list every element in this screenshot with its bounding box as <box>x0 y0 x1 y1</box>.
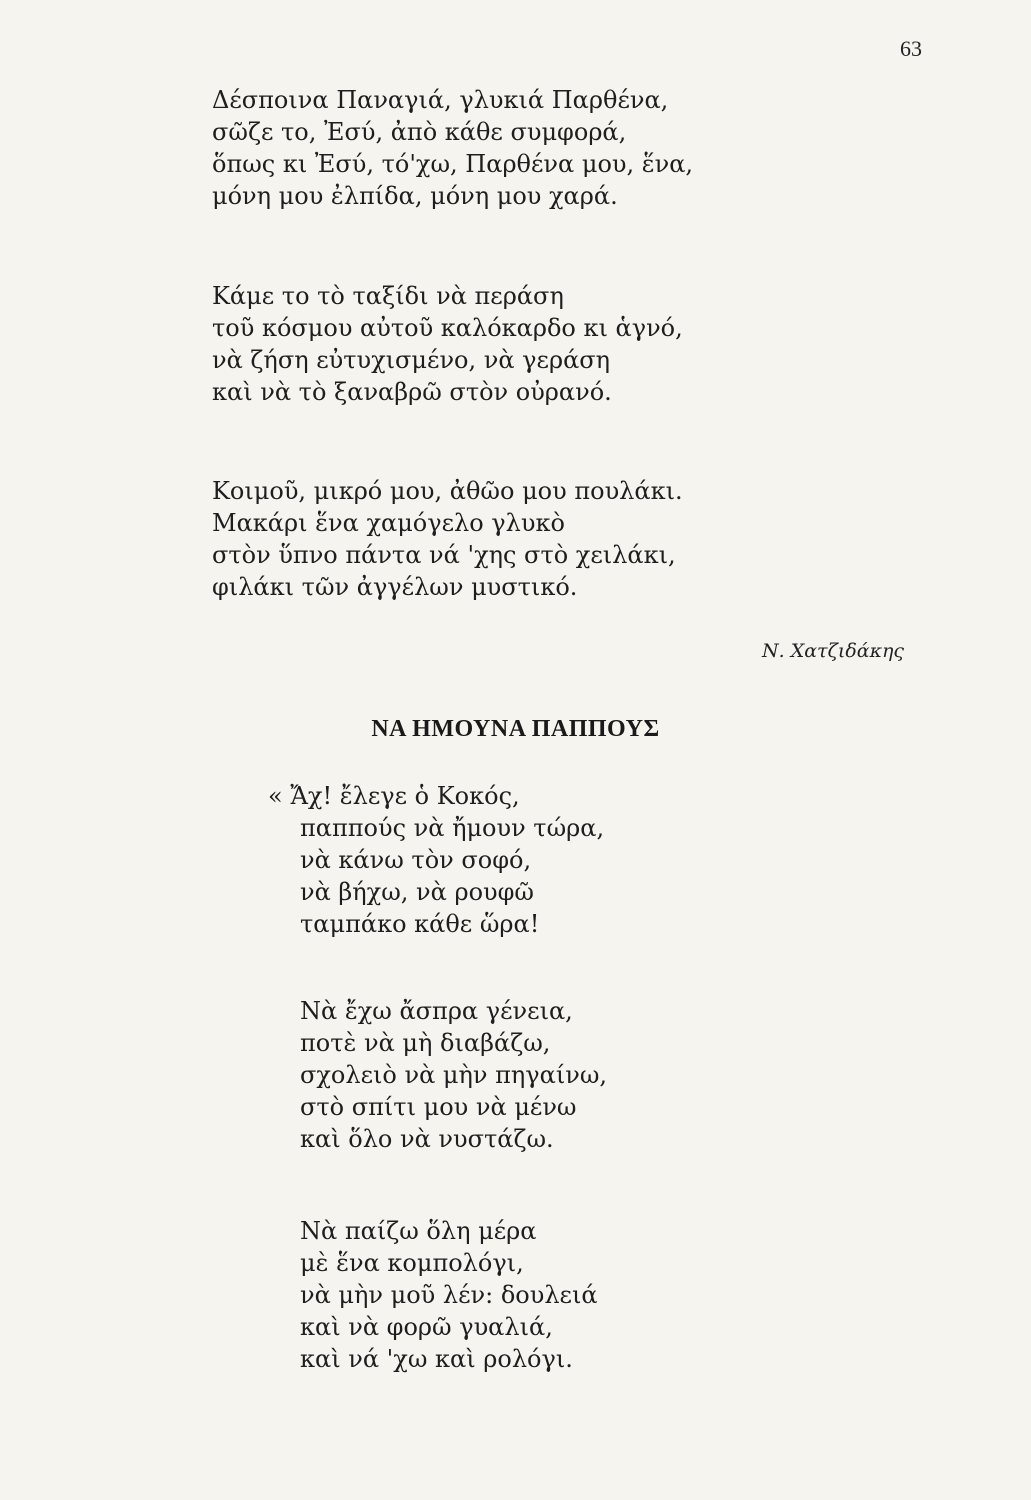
poem-line: καὶ νὰ φορῶ γυαλιά, <box>300 1313 553 1341</box>
poem-line: σχολειὸ νὰ μὴν πηγαίνω, <box>300 1061 608 1089</box>
poem-stanza <box>268 780 604 940</box>
poem-line: καὶ νά 'χω καὶ ρολόγι. <box>300 1345 573 1373</box>
poem-line: στὸν ὕπνο πάντα νά 'χης στὸ χειλάκι, <box>212 541 676 569</box>
poem-line: Μακάρι ἕνα χαμόγελο γλυκὸ <box>212 509 565 537</box>
poem-line: καὶ ὅλο νὰ νυστάζω. <box>300 1125 554 1153</box>
poem-line: ὅπως κι Ἐσύ, τό'χω, Παρθένα μου, ἕνα, <box>212 150 694 178</box>
poem-line: ποτὲ νὰ μὴ διαβάζω, <box>300 1029 551 1057</box>
poem-stanza <box>212 280 683 408</box>
poem-stanza <box>212 475 683 603</box>
poem-line: μὲ ἕνα κομπολόγι, <box>300 1249 524 1277</box>
poem-line: Κοιμοῦ, μικρό μου, ἀθῶο μου πουλάκι. <box>212 477 683 505</box>
poem-line: Νὰ παίζω ὅλη μέρα <box>300 1217 537 1245</box>
author-signature: Ν. Χατζιδάκης <box>762 640 905 662</box>
poem-line: καὶ νὰ τὸ ξαναβρῶ στὸν οὐρανό. <box>212 378 612 406</box>
poem-line: Κάμε το τὸ ταξίδι νὰ περάση <box>212 282 564 310</box>
poem-stanza <box>300 995 607 1155</box>
poem-line: νὰ ζήση εὐτυχισμένο, νὰ γεράση <box>212 346 611 374</box>
poem-line: παππούς νὰ ἤμουν τώρα, <box>300 814 605 842</box>
poem-line: φιλάκι τῶν ἀγγέλων μυστικό. <box>212 573 578 601</box>
poem-line: ταμπάκο κάθε ὥρα! <box>300 910 540 938</box>
poem-line: νὰ βήχω, νὰ ρουφῶ <box>300 878 534 906</box>
poem-line: σῶζε το, Ἐσύ, ἀπὸ κάθε συμφορά, <box>212 118 627 146</box>
poem-line: Δέσποινα Παναγιά, γλυκιά Παρθένα, <box>212 86 669 114</box>
poem-line: μόνη μου ἐλπίδα, μόνη μου χαρά. <box>212 182 618 210</box>
poem-line: στὸ σπίτι μου νὰ μένω <box>300 1093 577 1121</box>
poem-stanza <box>212 84 693 212</box>
poem-line: τοῦ κόσμου αὐτοῦ καλόκαρδο κι ἁγνό, <box>212 314 683 342</box>
poem-line: Νὰ ἔχω ἄσπρα γένεια, <box>300 997 573 1025</box>
poem-title: ΝΑ ΗΜΟΥΝΑ ΠΑΠΠΟΥΣ <box>371 716 660 742</box>
poem-line: νὰ μὴν μοῦ λέν: δουλειά <box>300 1281 598 1309</box>
page-number: 63 <box>900 36 922 61</box>
poem-line: νὰ κάνω τὸν σοφό, <box>300 846 532 874</box>
poem-line: « Ἄχ! ἔλεγε ὁ Κοκός, <box>268 782 520 810</box>
poem-stanza <box>300 1215 598 1375</box>
